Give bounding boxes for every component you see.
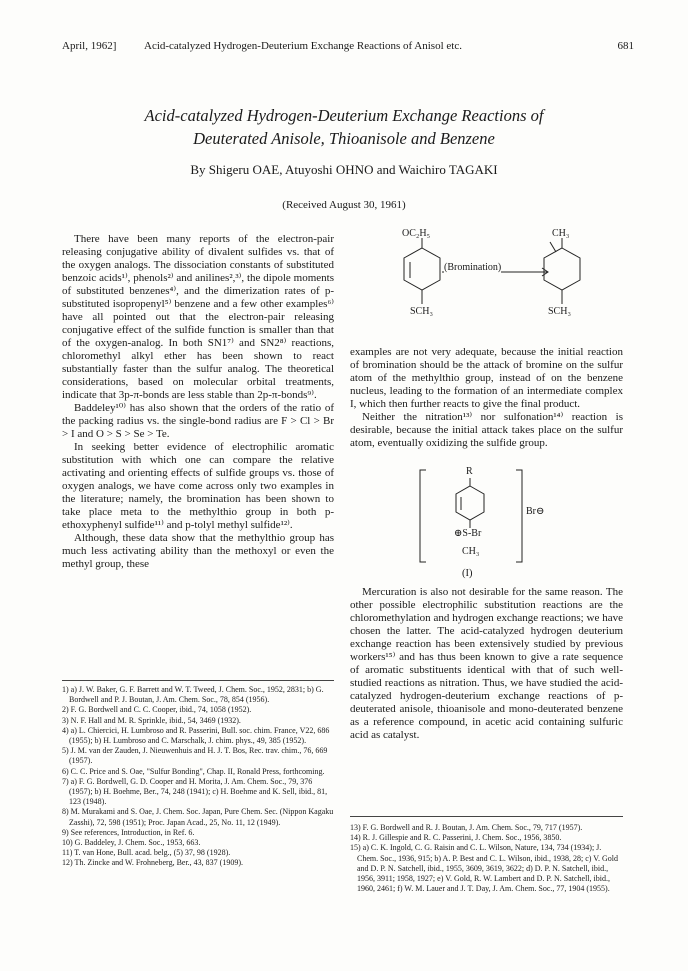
footnote-rule bbox=[62, 680, 334, 681]
reference: 8) M. Murakami and S. Oae, J. Chem. Soc. Japan, Pure Chem. Sec. (Nippon Kagaku Zasshi), 72, 598 (1951); Proc. Japan Acad., 25, No. 11, 12 (1949). bbox=[62, 807, 334, 827]
scheme-drawing bbox=[350, 228, 623, 344]
substituent-methyl: CH₃ bbox=[552, 228, 570, 239]
left-column bbox=[62, 233, 334, 571]
reference: 2) F. G. Bordwell and C. C. Cooper, ibid., 74, 1058 (1952). bbox=[62, 705, 252, 715]
reference: 14) R. J. Gillespie and R. C. Passerini, J. Chem. Soc., 1956, 3850. bbox=[350, 833, 562, 843]
arrow-label: (Bromination) bbox=[444, 262, 502, 273]
paragraph: Although, these data show that the methylthio group has much less activating ability than the methoxyl or even the methyl group, these bbox=[62, 532, 334, 570]
paper-title bbox=[40, 104, 648, 150]
intermediate-complex bbox=[418, 466, 548, 578]
reference: 3) N. F. Hall and M. R. Sprinkle, ibid., 54, 3469 (1932). bbox=[62, 715, 241, 725]
references-right bbox=[350, 823, 623, 894]
right-column-bottom bbox=[350, 586, 623, 742]
running-header bbox=[62, 40, 634, 52]
footnote-rule bbox=[350, 816, 623, 817]
complex-label: (I) bbox=[462, 568, 473, 579]
paragraph: examples are not very adequate, because the initial reaction of bromination should be the attack of bromine on the sulfur atom of the methylthio group, instead of on the benzene nucleus, leading to the formation of an intermediate complex I, which then further reacts to give the final product. bbox=[350, 346, 623, 410]
reference: 6) C. C. Price and S. Oae, "Sulfur Bonding", Chap. II, Ronald Press, forthcoming. bbox=[62, 766, 325, 776]
reference: 4) a) L. Chiercici, H. Lumbroso and R. Passerini, Bull. soc. chim. France, V22, 686 (1955); b) H. Lumbroso and C. Marschalk, J. chim. phys., 49, 385 (1952). bbox=[62, 725, 330, 746]
left-bracket-icon bbox=[420, 470, 426, 562]
header-running-title: Acid-catalyzed Hydrogen-Deuterium Exchange Reactions of Anisol etc. bbox=[144, 40, 462, 52]
substituent-ethoxy: OC₂H₅ bbox=[402, 228, 431, 239]
reference: 1) a) J. W. Baker, G. F. Barrett and W. T. Tweed, J. Chem. Soc., 1952, 2831; b) G. Bordwell and P. J. Boutan, J. Am. Chem. Soc., 78, 854 (1956). bbox=[62, 685, 324, 705]
paragraph: In seeking better evidence of electrophilic aromatic substitution with which one can compare the relative activating and orienting effects of sulfide groups vs. those of oxygen analogs, we have come across only two examples in the literature; namely, the bromination has been shown to take place meta to the methylthio group in both p-ethoxyphenyl sulfide¹¹⁾ and p-tolyl methyl sulfide¹²⁾. bbox=[62, 441, 334, 531]
substituent-sch3-left: SCH₃ bbox=[410, 306, 433, 317]
title-line-2: Deuterated Anisole, Thioanisole and Benzene bbox=[193, 129, 495, 148]
reference: 9) See references, Introduction, in Ref. 6. bbox=[62, 827, 195, 837]
bromination-scheme bbox=[350, 228, 623, 344]
reference: 7) a) F. G. Bordwell, G. D. Cooper and H. Morita, J. Am. Chem. Soc., 79, 376 (1957); b) H. Boehme, Ber., 74, 248 (1941); c) H. Boehme and K. Sell, ibid., 81, 123 (1948). bbox=[62, 776, 328, 807]
reference: 5) J. M. van der Zauden, J. Nieuwenhuis and H. J. T. Bos, Rec. trav. chim., 76, 669 (1957). bbox=[62, 746, 328, 766]
received-date: (Received August 30, 1961) bbox=[282, 199, 406, 211]
right-bracket-icon bbox=[516, 470, 522, 562]
benzene-ring-right-icon bbox=[544, 238, 580, 304]
reference: 12) Th. Zincke and W. Frohneberg, Ber., 43, 837 (1909). bbox=[62, 858, 244, 868]
reference: 10) G. Baddeley, J. Chem. Soc., 1953, 663. bbox=[62, 838, 201, 848]
counter-ion: Br⊖ bbox=[526, 506, 545, 517]
benzene-ring-icon bbox=[456, 486, 484, 520]
reference: 15) a) C. K. Ingold, C. G. Raisin and C. L. Wilson, Nature, 134, 734 (1934); J. Chem. Soc., 1936, 915; b) A. P. Best and C. L. Wilson, ibid., 1938, 28; c) V. Gold and D. P. N. Satchell, ibid., 1955, 3609, 3619, 3622; d) D. P. N. Satchell, ibid., 1956, 3911; 1958, 1927; e) V. Gold, R. W. Lambert and D. P. N. Satchell, ibid., 1960, 2461; f) W. M. Lauer and J. T. Day, J. Am. Chem. Soc., 77, 1904 (1955). bbox=[350, 843, 619, 894]
methyl-group: CH₃ bbox=[462, 546, 480, 557]
reference: 13) F. G. Bordwell and R. J. Boutan, J. Am. Chem. Soc., 79, 717 (1957). bbox=[350, 823, 583, 832]
paragraph: There have been many reports of the electron-pair releasing conjugative ability of divalent sulfides vs. that of the oxygen analogs. The dissociation constants of substituted benzoic acids¹⁾, phenols²⁾ and anilines²,³⁾, the dipole moments of substituted benzenes⁴⁾, and the dimerization rates of p-substituted isopropenyl⁵⁾ benzene and a few other examples⁶⁾ have all pointed out that the electron-pair releasing conjugative effect of the sulfide function is smaller than that of the oxygen-analog. In both SN1⁷⁾ and SN2⁸⁾ reactions, chloromethyl alkyl ether has been shown to react substantially faster than the sulfur analog. The theoretical considerations, based on molecular orbital treatments, indicate that 3p-π-bonds are less stable than 2p-π-bonds⁹⁾. bbox=[62, 233, 334, 401]
title-line-1: Acid-catalyzed Hydrogen-Deuterium Exchange Reactions of bbox=[144, 106, 544, 125]
substituent-r: R bbox=[466, 466, 473, 477]
header-date: April, 1962] bbox=[62, 40, 117, 52]
reference: 11) T. van Hone, Bull. acad. belg., (5) 37, 98 (1928). bbox=[62, 848, 231, 858]
right-column-top bbox=[350, 346, 623, 450]
sulfonium-group: ⊕S-Br bbox=[454, 528, 482, 539]
paragraph: Neither the nitration¹³⁾ nor sulfonation¹⁴⁾ reaction is desirable, because the initial attack takes place on the sulfur atom, eventually oxidizing the sulfide group. bbox=[350, 411, 623, 449]
substituent-sch3-right: SCH₃ bbox=[548, 306, 571, 317]
paragraph: Mercuration is also not desirable for the same reason. The other possible electrophilic substitution reactions are the chloromethylation and hydrogen exchange reactions; we have chosen the latter. The acid-catalyzed hydrogen deuterium exchange reaction has been extensively studied by previous workers¹⁵⁾ and has thus been known to give a rate sequence of aromatic substituents identical with that of such well-studied reactions as nitration. Thus, we have studied the acid-catalyzed hydrogen-deuterium exchange reactions of p-deuterated anisole, thioanisole and mono-deuterated benzene as a reference compound, in acetic acid containing sulfuric acid as catalyst. bbox=[350, 586, 623, 741]
page-number: 681 bbox=[617, 40, 634, 52]
references-left bbox=[62, 685, 334, 869]
authors: By Shigeru OAE, Atuyoshi OHNO and Waichiro TAGAKI bbox=[190, 162, 498, 177]
paragraph: Baddeley¹⁰⁾ has also shown that the orders of the ratio of the packing radius vs. the single-bond radius are F > Cl > Br > I and O > S > Se > Te. bbox=[62, 402, 334, 440]
benzene-ring-left-icon bbox=[404, 238, 440, 304]
